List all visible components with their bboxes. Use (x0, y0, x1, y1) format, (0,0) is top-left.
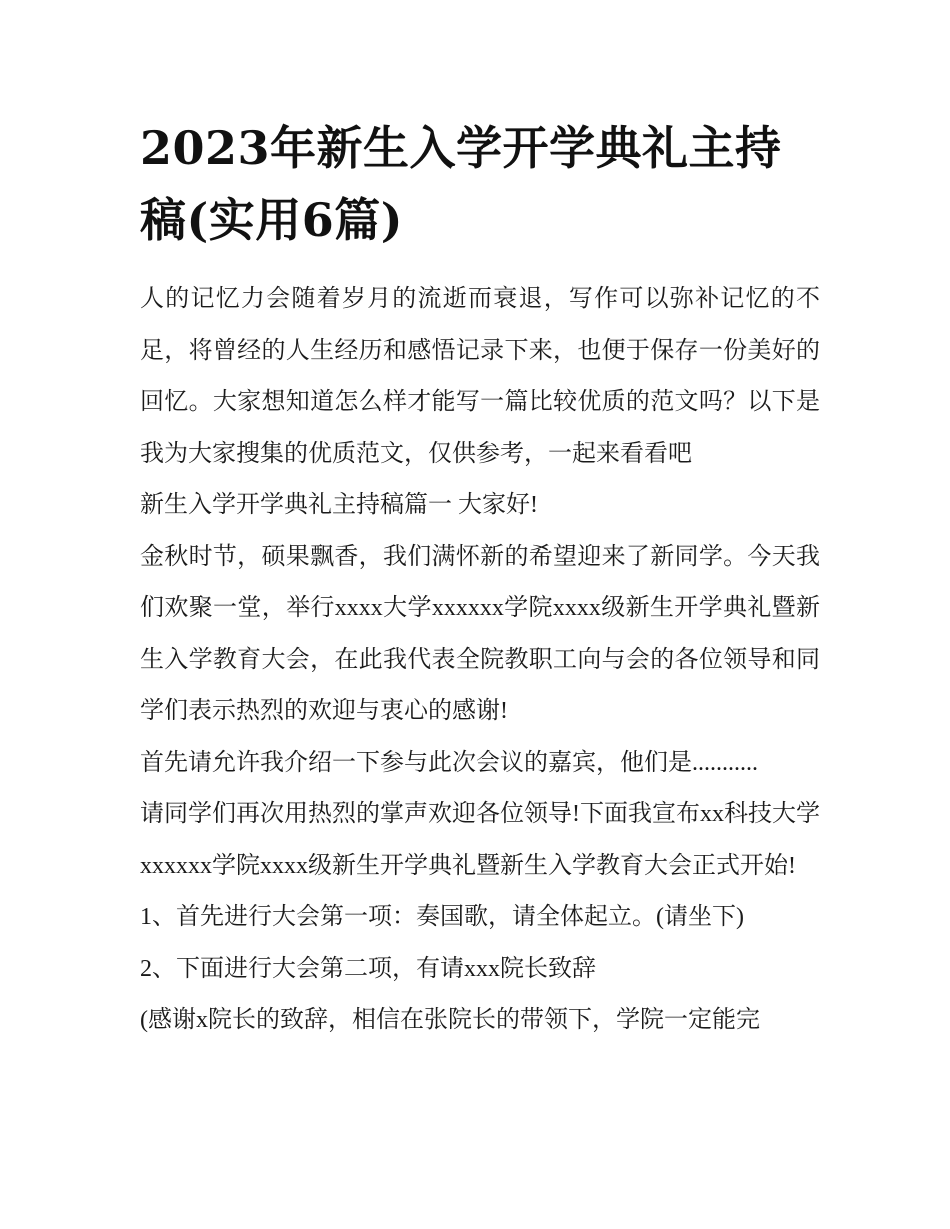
document-title: 2023年新生入学开学典礼主持稿(实用6篇) (140, 121, 782, 247)
paragraph-opening: 请同学们再次用热烈的掌声欢迎各位领导!下面我宣布xx科技大学xxxxxx学院xxxx级新生开学典礼暨新生入学教育大会正式开始! (140, 801, 820, 879)
paragraph-item-1: 1、首先进行大会第一项：奏国歌，请全体起立。(请坐下) (140, 904, 744, 930)
paragraph-thanks: (感谢x院长的致辞，相信在张院长的带领下，学院一定能完 (140, 1007, 760, 1033)
paragraph-item-2: 2、下面进行大会第二项，有请xxx院长致辞 (140, 955, 596, 982)
paragraph-welcome: 金秋时节，硕果飘香，我们满怀新的希望迎来了新同学。今天我们欢聚一堂，举行xxxx大学xxxxxx学院xxxx级新生开学典礼暨新生入学教育大会，在此我代表全院教职工向与会的各位领导和同学们表示热烈的欢迎与衷心的感谢! (140, 543, 820, 724)
document-body (140, 274, 820, 1047)
paragraph-section-heading: 新生入学开学典礼主持稿篇一 大家好! (140, 492, 538, 518)
paragraph-guests: 首先请允许我介绍一下参与此次会议的嘉宾，他们是........... (140, 749, 758, 776)
paragraph-intro: 人的记忆力会随着岁月的流逝而衰退，写作可以弥补记忆的不足，将曾经的人生经历和感悟记录下来，也便于保存一份美好的回忆。大家想知道怎么样才能写一篇比较优质的范文吗？以下是我为大家搜集的优质范文，仅供参考，一起来看看吧 (140, 286, 820, 467)
